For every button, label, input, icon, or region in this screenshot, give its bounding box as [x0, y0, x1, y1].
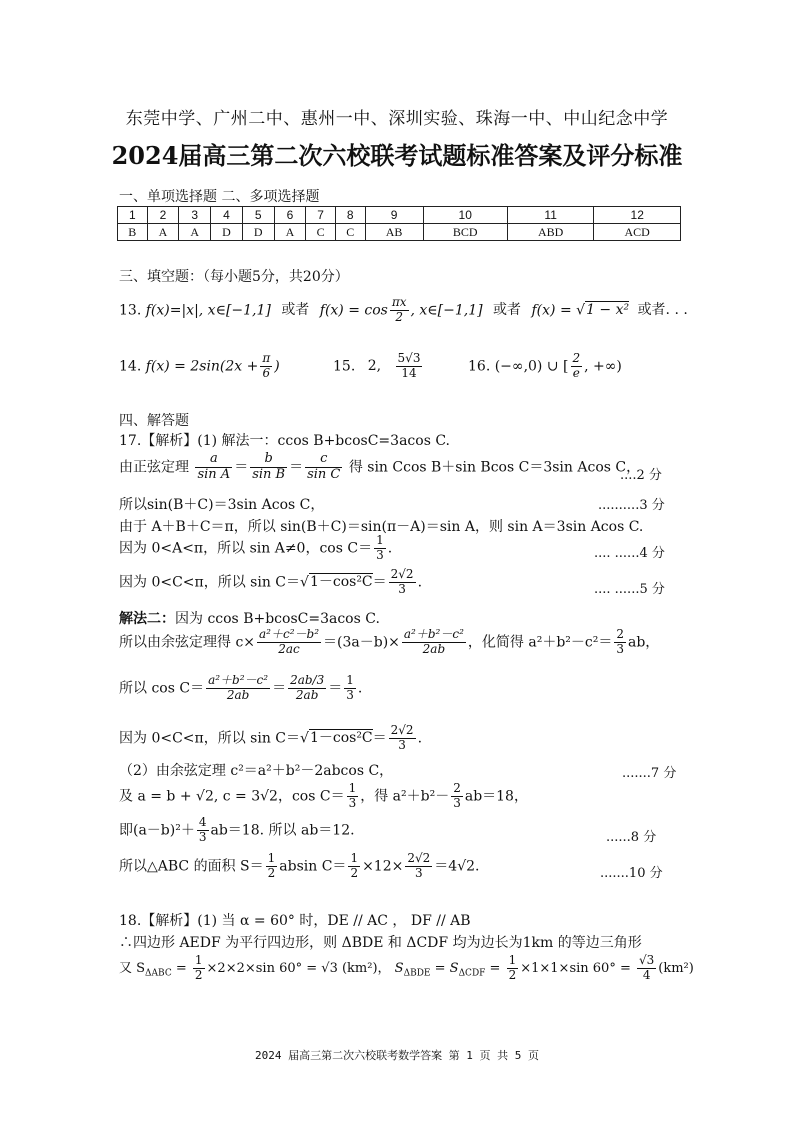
table-cell-answer: ACD	[594, 224, 681, 241]
section-heading-fill: 三、填空题：（每小题5分，共20分）	[119, 269, 349, 285]
table-cell-answer: C	[335, 224, 365, 241]
table-row	[118, 224, 681, 241]
table-cell-answer: ABD	[507, 224, 594, 241]
sol2-line3: 所以 cos C＝ $\frac{\text{a²＋b²－c²}}{2ab}$ ＝ $\frac{2ab/3}{2ab}$ ＝ $\frac{1}{3}$ .	[119, 673, 363, 702]
table-cell-number: 8	[335, 207, 365, 224]
table-cell-number: 5	[242, 207, 274, 224]
sol2-line4: 因为 0<C<π，所以 sin C＝√1－cos²C＝ $\frac{2√2}{3}$ .	[119, 723, 423, 752]
score-3: ..........3 分	[598, 498, 665, 513]
q17-line5: 因为 0<A<π，所以 sin A≠0，cos C＝ $\frac{1}{3}$ .	[119, 533, 393, 562]
q17-line4: 由于 A＋B＋C＝π，所以 sin(B＋C)＝sin(π－A)＝sin A，则 sin A＝3sin Acos C.	[119, 519, 644, 535]
table-cell-answer: AB	[365, 224, 423, 241]
q17-line3: 所以sin(B＋C)＝3sin Acos C，	[119, 497, 325, 513]
table-cell-number: 12	[594, 207, 681, 224]
q14-answer: 14. f(x) = 2sin(2x + $\frac{\pi}{6}$ )	[119, 351, 280, 380]
page-title: 2024届高三第二次六校联考试题标准答案及评分标准	[111, 141, 683, 170]
section-heading-choice: 一、单项选择题 二、多项选择题	[119, 189, 320, 205]
table-cell-answer: BCD	[423, 224, 507, 241]
table-cell-number: 9	[365, 207, 423, 224]
q16-answer: 16. (−∞,0) ∪ [ $\frac{2}{e}$ , +∞)	[468, 351, 622, 380]
q17-line6: 因为 0<C<π，所以 sin C＝√1－cos²C＝ $\frac{2√2}{3}$ .	[119, 567, 423, 596]
sol2-line2: 所以由余弦定理得 c× $\frac{\text{a²＋c²－b²}}{2ac}$ ＝(3a－b)× $\frac{\text{a²＋b²－c²}}{2ab}$ ，化简得 a²＋b²－c²＝ $\frac{2}{3}$ ab，	[119, 627, 660, 656]
page-footer: 2024 届高三第二次六校联考数学答案 第 1 页 共 5 页	[254, 1049, 540, 1062]
score-4: .... ......4 分	[594, 546, 665, 561]
table-cell-answer: D	[211, 224, 243, 241]
q18-line2: ∴四边形 AEDF 为平行四边形，则 ΔBDE 和 ΔCDF 均为边长为1km 的等边三角形	[119, 935, 642, 951]
section-heading-solve: 四、解答题	[119, 413, 189, 429]
table-cell-number: 11	[507, 207, 594, 224]
q13-answer: 13. f(x)=|x|, x∈[−1,1] 或者 f(x) = cos $\frac{\pi x}{2}$ , x∈[−1,1] 或者 f(x) = √1 − x² 或者. . .	[119, 295, 688, 324]
table-cell-answer: D	[242, 224, 274, 241]
table-cell-number: 4	[211, 207, 243, 224]
q17-line2: 由正弦定理 $\frac{a}{\text{sin A}}$ ＝ $\frac{b}{\text{sin B}}$ ＝ $\frac{c}{\text{sin C}}$ 得 sin Ccos B＋sin Bcos C＝3sin Acos C，	[119, 451, 641, 482]
table-cell-answer: A	[147, 224, 179, 241]
score-2: ....2 分	[620, 468, 662, 483]
table-cell-number: 1	[118, 207, 148, 224]
p2-line4: 所以△ABC 的面积 S＝ $\frac{1}{2}$ absin C＝ $\frac{1}{2}$ ×12× $\frac{2√2}{3}$ ＝4√2.	[119, 851, 480, 880]
p2-line1: （2）由余弦定理 c²＝a²＋b²－2abcos C，	[119, 763, 394, 779]
table-cell-answer: B	[118, 224, 148, 241]
table-cell-answer: A	[179, 224, 211, 241]
q17-line1: 17.【解析】(1) 解法一：ccos B+bcosC=3acos C.	[119, 433, 450, 449]
answer-table	[117, 206, 681, 241]
table-cell-number: 2	[147, 207, 179, 224]
p2-line2: 及 a = b + √2, c = 3√2，cos C＝ $\frac{1}{3}$ ，得 a²＋b²－ $\frac{2}{3}$ ab＝18，	[119, 781, 528, 810]
table-cell-answer: C	[306, 224, 336, 241]
table-cell-answer: A	[274, 224, 306, 241]
score-7: .......7 分	[622, 766, 677, 781]
p2-line3: 即(a－b)²＋ $\frac{4}{3}$ ab＝18. 所以 ab＝12.	[119, 815, 355, 844]
q15-answer: 15. 2, $\frac{5√3}{14}$	[333, 351, 421, 380]
table-cell-number: 10	[423, 207, 507, 224]
school-list: 东莞中学、广州二中、惠州一中、深圳实验、珠海一中、中山纪念中学	[125, 109, 669, 129]
table-cell-number: 7	[306, 207, 336, 224]
table-cell-number: 3	[179, 207, 211, 224]
sol2-line1: 解法二：因为 ccos B+bcosC=3acos C.	[119, 611, 380, 627]
table-row	[118, 207, 681, 224]
score-5: .... ......5 分	[594, 582, 665, 597]
score-8: ......8 分	[606, 830, 657, 845]
q18-line3: 又 $S_{\Delta ABC}$ = $\frac{1}{2}$ ×2×2×sin 60° = √3 (km²)， $S_{\Delta BDE} = S_{\Delta CDF}$ = $\frac{1}{2}$ ×1×1×sin 60° = $\frac{√3}{4}$ (km²)	[119, 953, 694, 982]
table-cell-number: 6	[274, 207, 306, 224]
q18-line1: 18.【解析】(1) 当 α = 60° 时，DE // AC ， DF // AB	[119, 913, 471, 929]
score-10: .......10 分	[600, 866, 663, 881]
